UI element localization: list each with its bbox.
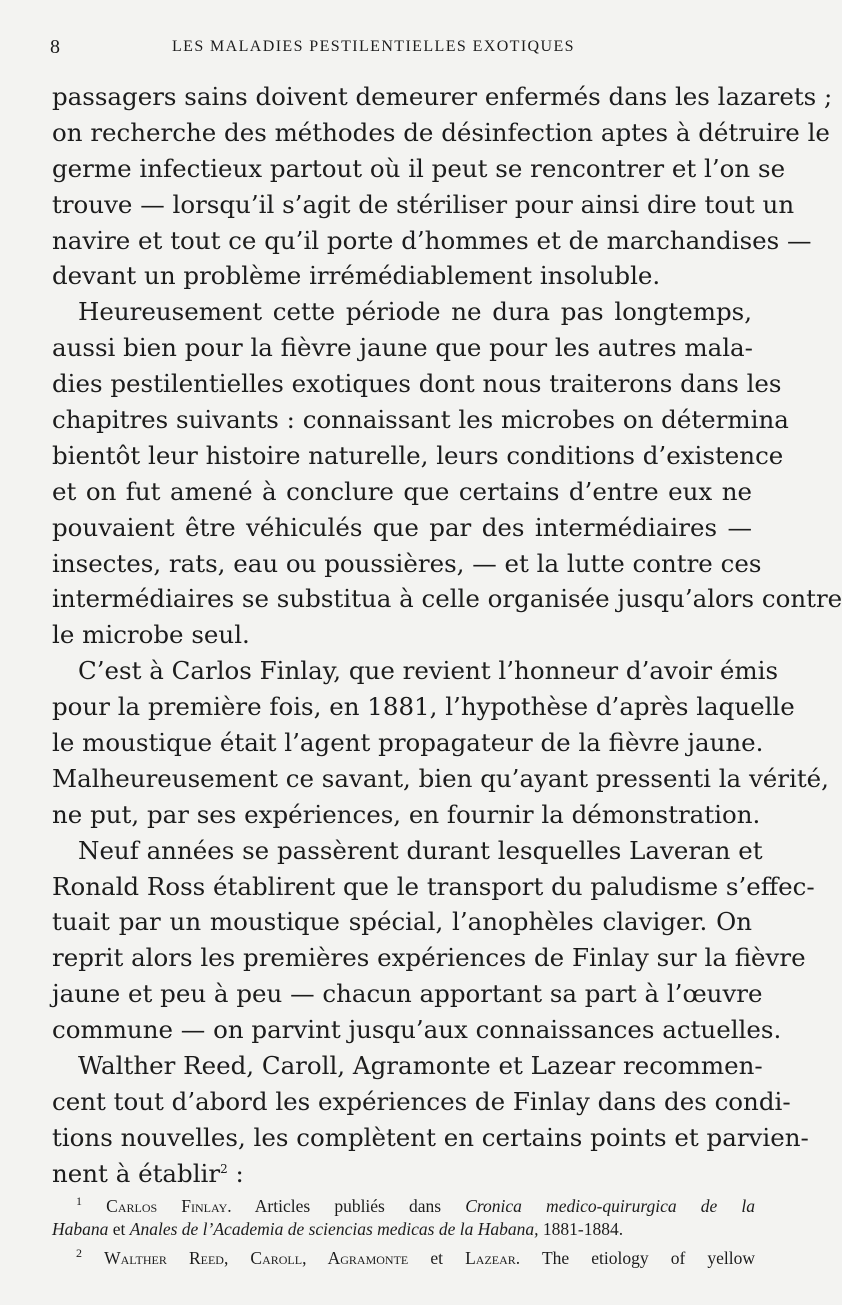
running-title: LES MALADIES PESTILENTIELLES EXOTIQUES [172, 38, 575, 55]
text-line-with-note [52, 1156, 752, 1192]
text-line: reprit alors les premières expériences de Finlay sur la fièvre [52, 943, 806, 973]
footnote-1-line [52, 1195, 755, 1218]
text-line: germe infectieux partout où il peut se rencontrer et l’on se [52, 153, 786, 183]
text-line: Malheureusement ce savant, bien qu’ayant pressenti la vérité, [52, 763, 829, 793]
paragraph-2 [52, 294, 842, 653]
text-line: cent tout d’abord les expériences de Finlay dans des condi- [52, 1086, 791, 1116]
text-line: commune — on parvint jusqu’aux connaissances actuelles. [52, 1015, 782, 1045]
page-header [50, 36, 750, 60]
footnote-reference[interactable]: 2 [220, 1161, 228, 1176]
text-line: Heureusement cette période ne dura pas longtemps, [78, 297, 752, 327]
text-line: ne put, par ses expériences, en fournir la démonstration. [52, 799, 761, 829]
text-line: devant un problème irrémédiablement insoluble. [52, 261, 661, 291]
footnote-mark: 1 [76, 1194, 82, 1209]
footnote-text: 1881-1884. [538, 1219, 624, 1239]
text-line: dies pestilentielles exotiques dont nous traiterons dans les [52, 369, 782, 399]
text-line: trouve — lorsqu’il s’agit de stériliser pour ainsi dire tout un [52, 189, 795, 219]
footnote-author: Lazear. [465, 1248, 521, 1268]
footnote-mark: 2 [76, 1246, 82, 1261]
paragraph-4 [52, 833, 815, 1048]
text-line: chapitres suivants : connaissant les microbes on détermina [52, 405, 789, 435]
footnote-2-line [52, 1247, 755, 1270]
footnote-journal: Anales de l’Academia de sciencias medicas de la Habana, [129, 1219, 539, 1239]
text-line: Ronald Ross établirent que le transport du paludisme s’effec- [52, 871, 815, 901]
footnote-text: The etiology of yellow [520, 1248, 756, 1268]
text-line: intermédiaires se substitua à celle organisée jusqu’alors contre [52, 584, 842, 614]
text-line: on recherche des méthodes de désinfection aptes à détruire le [52, 117, 830, 147]
footnotes [52, 1195, 755, 1270]
paragraph-5 [52, 1048, 809, 1192]
text-line: aussi bien pour la fièvre jaune que pour les autres mala- [52, 333, 753, 363]
footnote-text: Articles publiés dans [231, 1196, 466, 1216]
body-text [52, 79, 842, 1192]
text-line: tions nouvelles, les complètent en certains points et parvien- [52, 1122, 809, 1152]
text-line: pouvaient être véhiculés que par des intermédiaires — [52, 512, 752, 542]
text-line: C’est à Carlos Finlay, que revient l’honneur d’avoir émis [78, 656, 779, 686]
footnote-journal: Habana [52, 1219, 109, 1239]
text-line: tuait par un moustique spécial, l’anophèles claviger. On [52, 907, 752, 937]
footnote-journal: Cronica medico-quirurgica de la [465, 1196, 756, 1216]
paragraph-3 [52, 653, 829, 832]
text-line: le microbe seul. [52, 620, 250, 650]
footnote-text: et [408, 1248, 466, 1268]
text-line: navire et tout ce qu’il porte d’hommes et de marchandises — [52, 225, 812, 255]
text-line: Neuf années se passèrent durant lesquelles Laveran et [78, 835, 763, 865]
footnote-1-line [52, 1218, 755, 1241]
paragraph-1 [52, 79, 833, 294]
footnote-text: et [108, 1219, 130, 1239]
text-line: Walther Reed, Caroll, Agramonte et Lazear recommen- [78, 1051, 763, 1081]
text-line: et on fut amené à conclure que certains d’entre eux ne [52, 476, 752, 506]
text-line: bientôt leur histoire naturelle, leurs conditions d’existence [52, 440, 784, 470]
footnote-author: Carlos Finlay. [106, 1196, 232, 1216]
text-fragment: nent à établir [52, 1158, 221, 1188]
text-line: le moustique était l’agent propagateur de la fièvre jaune. [52, 728, 764, 758]
text-fragment: : [227, 1158, 244, 1188]
footnote-author: Walther Reed, Caroll, Agramonte [104, 1248, 409, 1268]
text-line: passagers sains doivent demeurer enfermés dans les lazarets ; [52, 82, 833, 111]
page-number: 8 [50, 36, 60, 58]
text-line: jaune et peu à peu — chacun apportant sa part à l’œuvre [52, 979, 763, 1009]
text-line: insectes, rats, eau ou poussières, — et la lutte contre ces [52, 548, 762, 578]
text-line: pour la première fois, en 1881, l’hypothèse d’après laquelle [52, 692, 795, 722]
